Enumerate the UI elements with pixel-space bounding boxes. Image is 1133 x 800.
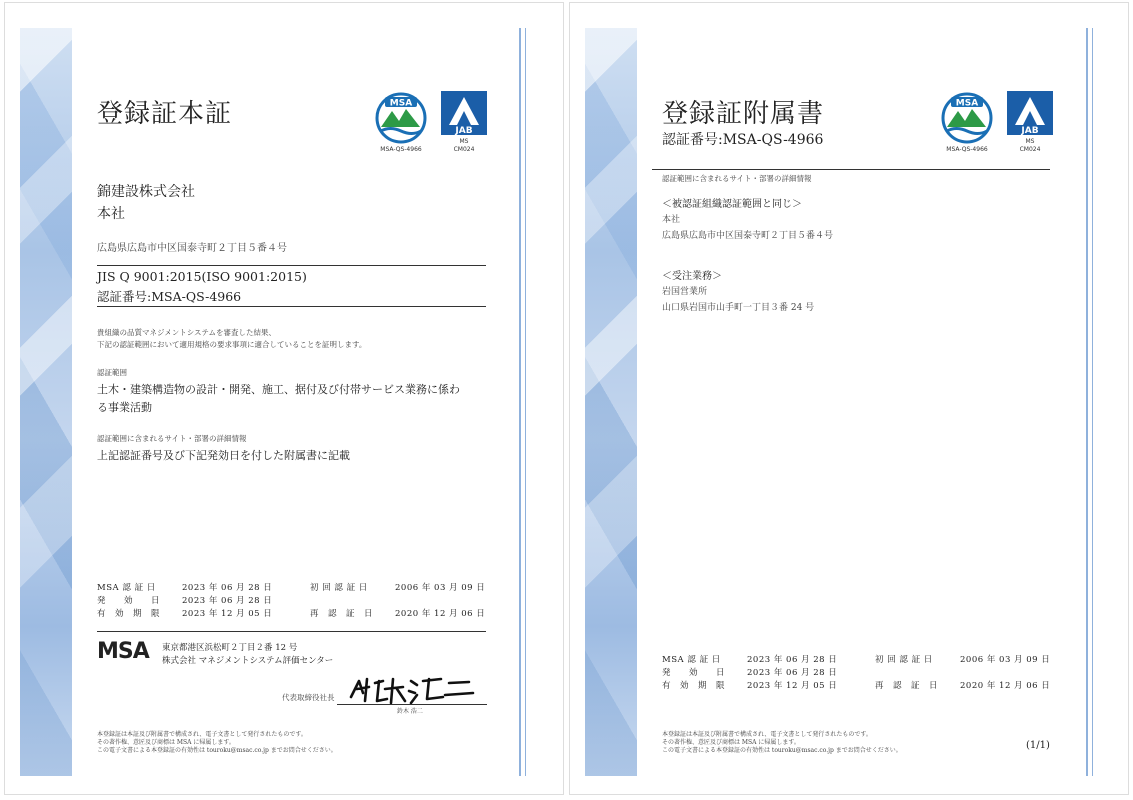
expiry-date-value: 2023 年 12 月 05 日 [747,681,838,691]
cert-number: 認証番号:MSA-QS-4966 [97,289,242,304]
issue-date-value: 2023 年 06 月 28 日 [747,668,838,678]
signature-line [337,704,487,705]
first-date-label: 初 回 認 証 日 [310,583,368,593]
issuer-address: 東京都港区浜松町２丁目２番 12 号 [162,643,298,653]
footer-note: この電子文書による本登録証の有効性は touroku@msac.co.jp までお問合せください。 [662,747,902,754]
issuer-name: 株式会社 マネジメントシステム評価センター [162,656,334,666]
svg-text:JAB: JAB [1021,126,1039,136]
issuer-logo: MSA [97,639,149,664]
svg-text:MSA: MSA [955,98,979,109]
expiry-date-label: 有 効 期 限 [97,609,161,619]
jab-logo-text: JAB [455,126,473,136]
recert-date-value: 2020 年 12 月 06 日 [395,609,486,619]
divider [97,306,486,307]
jab-logo [1007,91,1053,153]
svg-text:MS: MS [459,138,469,145]
divider [97,631,486,632]
recert-date-label: 再 認 証 日 [310,609,374,619]
border-line [1086,28,1088,776]
group-site: 岩国営業所 [662,287,708,297]
border-line [519,28,521,776]
issue-date-label: 発 効 日 [97,596,161,606]
footer-note: 本登録証は本証及び附属書で構成され、電子文書として発行されたものです。 [662,731,872,738]
company-name: 錦建設株式会社 [97,184,195,200]
group-site: 本社 [662,215,681,225]
reg-date-value: 2023 年 06 月 28 日 [747,655,838,665]
svg-text:MS: MS [1025,138,1035,145]
standard: JIS Q 9001:2015(ISO 9001:2015) [97,269,307,284]
reg-date-value: 2023 年 06 月 28 日 [182,583,273,593]
certificate-main-page [4,2,564,795]
group-address: 広島県広島市中区国泰寺町２丁目５番４号 [662,231,834,241]
decorative-band [585,28,637,776]
rep-title: 代表取締役社長 [282,693,335,702]
detail-label: 認証範囲に含まれるサイト・部署の詳細情報 [662,174,812,183]
first-date-label: 初 回 認 証 日 [875,655,933,665]
reg-date-label: MSA 認 証 日 [97,583,156,593]
footer-note: 本登録証は本証及び附属書で構成され、電子文書として発行されたものです。 [97,731,307,738]
address: 広島県広島市中区国泰寺町２丁目５番４号 [97,243,287,254]
expiry-date-label: 有 効 期 限 [662,681,726,691]
detail-label: 認証範囲に含まれるサイト・部署の詳細情報 [97,434,247,443]
page-title: 登録証附属書 [662,99,825,129]
statement-line: 下記の認証範囲において適用規格の要求事項に適合していることを証明します。 [97,340,367,349]
group-heading: ＜被認証組織認証範囲と同じ＞ [662,199,802,210]
site-name: 本社 [97,206,125,222]
footer-note: この電子文書による本登録証の有効性は touroku@msac.co.jp までお問合せください。 [97,747,337,754]
divider [652,169,1050,170]
statement-line: 貴組織の品質マネジメントシステムを審査した結果、 [97,328,277,337]
reg-date-label: MSA 認 証 日 [662,655,721,665]
footer-note: その著作権、意匠及び商標は MSA に帰属します。 [662,739,800,746]
scope-text: る事業活動 [97,401,152,414]
svg-text:CM024: CM024 [453,146,475,153]
border-line [525,28,526,776]
cert-number: 認証番号:MSA-QS-4966 [662,132,824,148]
msa-logo-caption: MSA-QS-4966 [380,146,422,153]
issue-date-label: 発 効 日 [662,668,726,678]
group-address: 山口県岩国市山手町一丁目３番 24 号 [662,303,815,313]
first-date-value: 2006 年 03 月 09 日 [960,655,1051,665]
decorative-band [20,28,72,776]
expiry-date-value: 2023 年 12 月 05 日 [182,609,273,619]
page-title: 登録証本証 [97,99,233,129]
scope-text: 土木・建築構造物の設計・開発、施工、据付及び付帯サービス業務に係わ [97,383,460,396]
signature [345,673,475,707]
recert-date-label: 再 認 証 日 [875,681,939,691]
group-heading: ＜受注業務＞ [662,271,722,282]
detail-text: 上記認証番号及び下記発効日を付した附属書に記載 [97,449,350,462]
msa-logo-text: MSA [389,98,413,109]
footer-note: その著作権、意匠及び商標は MSA に帰属します。 [97,739,235,746]
page-number: (1/1) [1026,740,1050,751]
first-date-value: 2006 年 03 月 09 日 [395,583,486,593]
svg-text:CM024: CM024 [1019,146,1041,153]
issue-date-value: 2023 年 06 月 28 日 [182,596,273,606]
jab-logo [441,91,487,153]
divider [97,265,486,266]
rep-name: 鈴木 浩二 [397,708,423,715]
svg-text:MSA-QS-4966: MSA-QS-4966 [946,146,988,153]
msa-logo [938,91,996,153]
scope-label: 認証範囲 [97,368,127,377]
recert-date-value: 2020 年 12 月 06 日 [960,681,1051,691]
msa-logo [372,91,430,153]
border-line [1092,28,1093,776]
certificate-appendix-page [569,2,1129,795]
